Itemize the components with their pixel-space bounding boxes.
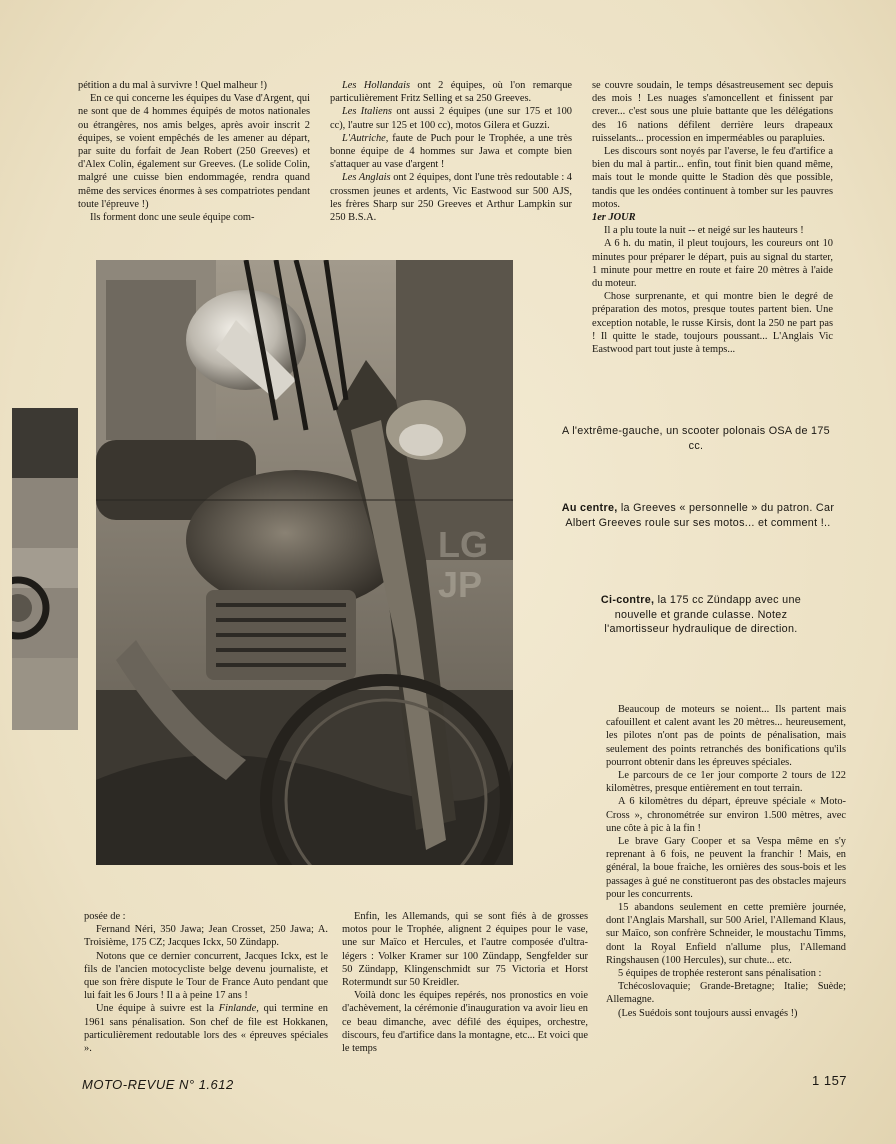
column-1-top <box>78 79 310 224</box>
paragraph-text: qui termine en 1961 sans pénalisation. Son chef de file est Hokkanen, particulièrement redoutable lors des « épreuves spéciales ». <box>84 1003 328 1055</box>
paragraph: A 6 kilomètres du départ, épreuve spéciale « Moto-Cross », chronométrée sur environ 1.500 mètres, avec une côte à pic à la fin ! <box>606 796 846 834</box>
country-label: Finlande, <box>218 1003 259 1015</box>
paragraph <box>84 1002 328 1055</box>
scooter-photo <box>12 408 78 730</box>
column-1-bottom <box>84 910 328 1055</box>
paragraph: (Les Suédois sont toujours aussi envagés !) <box>618 1007 798 1019</box>
country-label: Les Italiens <box>342 106 392 118</box>
paragraph: Le parcours de ce 1er jour comporte 2 tours de 122 kilomètres, presque entièrement en tout terrain. <box>606 770 846 795</box>
paragraph: 15 abandons seulement en cette première journée, dont l'Anglais Marshall, sur 500 Ariel, l'Allemand Klaus, sur Maïco, son confrère Schneider, le moustachu Timms, dont la Royal Enfield n'allume plus, l'Allemand Ringshausen (100 Hercules), sur chute... etc. <box>606 902 846 966</box>
paragraph: posée de : <box>84 911 126 922</box>
paragraph: 5 équipes de trophée resteront sans pénalisation : <box>618 968 822 980</box>
caption-lead: Au centre, <box>561 502 618 514</box>
caption-lead: Ci-contre, <box>600 594 655 606</box>
paragraph: Ils forment donc une seule équipe com- <box>90 212 255 224</box>
paragraph: Chose surprenante, et qui montre bien le degré de préparation des motos, presque toutes partent bien. Une exception notable, le russe Kirsis, dont la 250 ne part pas ! Il quitte le stade, toujours poussant... L'Anglais Vic Eastwood part tout juste à temps... <box>592 291 833 356</box>
paragraph: Le brave Gary Cooper et sa Vespa même en s'y reprenant à 6 fois, ne peuvent la franchir ! Mais, en général, la boue fraiche, les ornières des sous-bois et les passages à gué ne constitueront pas des obstacles majeurs pour les concurrents. <box>606 836 846 900</box>
paragraph: En ce qui concerne les équipes du Vase d'Argent, qui ne sont que de 4 hommes équipés de motos nationales ou étrangères, nos amis belges, après avoir inscrit 2 équipes, se voient empêchés de les amener au départ, par suite du forfait de Jean Robert (250 Greeves) et d'Alex Colin, également sur Greeves. (Le solide Colin, malgré une cuisse bien endommagée, rendra quand même des services énormes à ses compatriotes pendant toute l'épreuve !) <box>78 93 310 210</box>
paragraph-text: ont aussi 2 équipes (une sur 175 et 100 cc), l'autre sur 125 et 100 cc), motos Gilera et Guzzi. <box>330 106 572 131</box>
paragraph <box>330 132 572 172</box>
caption-right <box>590 593 812 637</box>
column-2-bottom <box>342 910 588 1055</box>
paragraph-text: ont 2 équipes, dont l'une très redoutable : 4 crossmen jeunes et ardents, Vic Eastwood sur 500 AJS, les frères Sharp sur 250 Greeves et Arthur Lampkin sur 250 B.S.A. <box>330 172 572 224</box>
caption-text: A l'extrême-gauche, un scooter polonais OSA de 175 cc. <box>562 425 830 452</box>
paragraph: se couvre soudain, le temps désastreusement sec depuis des mois ! Les nuages s'amoncellent et finissent par crever... c'est sous une pluie battante que les délégations des 16 nations défilent derrière leurs drapeaux ruisselants... procession en imperméables ou parapluies. <box>592 80 833 144</box>
paragraph: Notons que ce dernier concurrent, Jacques Ickx, est le fils de l'ancien motocycliste belge devenu journaliste, et que son frère dispute le Tour de France Auto pendant que lui fait les 6 Jours ! Il a à peine 17 ans ! <box>84 950 328 1002</box>
paragraph <box>330 171 572 224</box>
paragraph: pétition a du mal à survivre ! Quel malheur !) <box>78 80 267 91</box>
watermark-logo: LG JP <box>438 524 488 605</box>
section-heading: 1er JOUR <box>592 212 636 224</box>
paragraph: Il a plu toute la nuit -- et neigé sur les hauteurs ! <box>604 225 804 237</box>
scooter-photo-art <box>12 408 78 730</box>
paragraph: Les discours sont noyés par l'averse, le feu d'artifice a bien du mal à partir... enfin, tout finit bien quand même, mais tout le monde quitte le Stadion dès que possible, tandis que les ondées continuent à tomber sur les pauvres motos. <box>592 146 833 210</box>
caption-text: la 175 cc Zündapp avec une nouvelle et grande culasse. Notez l'amortisseur hydraulique de direction. <box>604 594 802 635</box>
paragraph <box>330 105 572 131</box>
country-label: Les Anglais <box>342 172 391 184</box>
paragraph-text: ont 2 équipes, où l'on remarque particulièrement Fritz Selling et sa 250 Greeves. <box>330 80 573 105</box>
caption-text: la Greeves « personnelle » du patron. Car Albert Greeves roule sur ses motos... et comment !.. <box>565 502 835 529</box>
footer-magazine-issue: MOTO-REVUE N° 1.612 <box>82 1077 234 1092</box>
paragraph-text: faute de Puch pour le Trophée, a une très bonne équipe de 4 hommes sur Jawa et compte bien s'attaquer au vase d'argent ! <box>330 132 572 171</box>
paragraph: Beaucoup de moteurs se noient... Ils partent mais cafouillent et calent avant les 20 mètres... heureusement, les pilotes n'ont pas de points de pénalisation, mais seulement des points retranchés des bonifications qu'ils pourront obtenir dans les épreuves spéciales. <box>606 704 846 768</box>
paragraph <box>330 79 572 105</box>
caption-left <box>555 424 837 453</box>
country-label: L'Autriche, <box>342 132 389 144</box>
column-2-top <box>330 79 572 224</box>
country-label: Les Hollandais <box>342 80 411 91</box>
caption-center <box>557 501 839 530</box>
paragraph-text: Une équipe à suivre est la <box>96 1003 219 1015</box>
paragraph: Enfin, les Allemands, qui se sont fiés à de grosses motos pour le Trophée, alignent 2 équipes pour le vase, une sur Maïco et Hercules, et l'autre composée d'ultra-légers : Volker Kramer sur 100 Zündapp, Sengfelder sur 50 Zündapp, Klingenschmidt sur 75 Victoria et Horst Rotermundt sur 50 Kreidler. <box>342 911 588 989</box>
paragraph: Fernand Néri, 350 Jawa; Jean Crosset, 250 Jawa; A. Troisième, 175 CZ; Jacques Ickx, 50 Zündapp. <box>84 924 328 949</box>
column-3-top <box>592 79 833 356</box>
footer-page-number: 1 157 <box>812 1073 848 1088</box>
paragraph: Tchécoslovaquie; Grande-Bretagne; Italie; Suède; Allemagne. <box>606 981 846 1006</box>
paragraph: Voilà donc les équipes repérés, nos pronostics en voie d'achèvement, la cérémonie d'inauguration va avoir lieu en ce beau dimanche, avec défilé des équipes, orchestre, discours, feu d'artifice dans la montagne, etc... Et voici que le temps <box>342 990 588 1055</box>
paragraph: A 6 h. du matin, il pleut toujours, les coureurs ont 10 minutes pour préparer le départ, puis au signal du starter, 1 minute pour mettre en route et faire 20 mètres à l'aide du moteur. <box>592 238 833 290</box>
column-3-bottom <box>606 703 846 1020</box>
